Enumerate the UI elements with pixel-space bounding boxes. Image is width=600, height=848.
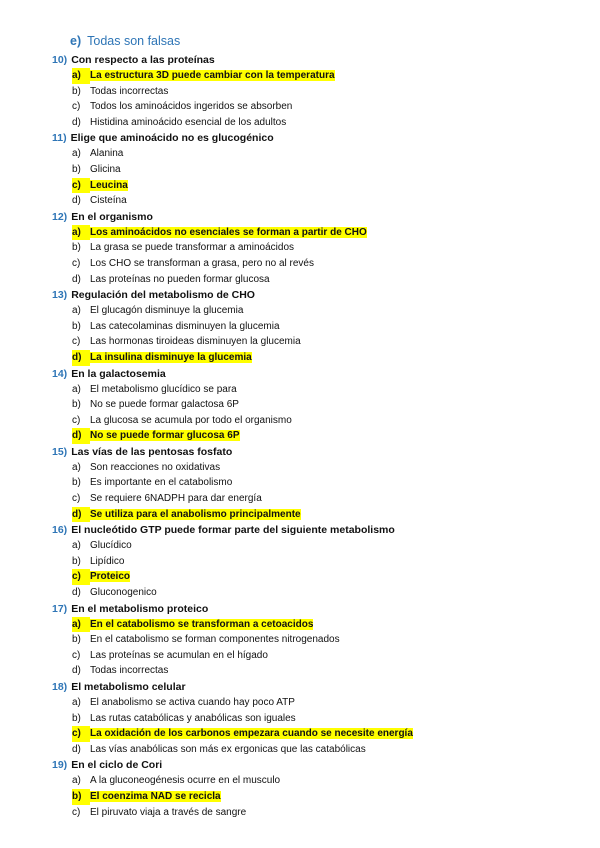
question-block [52,130,592,208]
question-number: 13) [52,289,68,302]
answer-option [52,805,592,821]
option-content [72,70,335,81]
question-block [52,287,592,365]
answer-option [52,585,592,601]
option-letter: b) [72,712,81,724]
answer-option-highlighted [52,428,592,444]
option-content [72,462,220,473]
option-text: Todos los aminoácidos ingeridos se absorben [90,101,293,113]
option-text: Leucina [90,179,128,191]
option-content [72,697,295,708]
option-letter: a) [72,775,81,787]
question-block [52,601,592,679]
option-letter: a) [72,617,90,633]
option-letter: a) [72,540,81,552]
answer-option-highlighted [52,789,592,805]
option-text: La oxidación de los carbonos empezara cuando se necesite energía [90,728,413,740]
option-text: Las proteínas se acumulan en el hígado [90,649,268,661]
option-text: En el catabolismo se forman componentes nitrogenados [90,634,340,646]
question-line [52,287,592,303]
option-content [72,117,286,128]
option-text: Proteico [90,571,131,583]
answer-option [52,475,592,491]
option-text: Las vías anabólicas son más ex ergonicas que las catabólicas [90,743,366,755]
answer-option [52,84,592,100]
answer-option-highlighted [52,569,592,585]
option-text: No se puede formar glucosa 6P [90,430,240,442]
option-content [72,399,239,410]
answer-option [52,146,592,162]
option-text: Alanina [90,148,124,160]
option-text: Los aminoácidos no esenciales se forman a partir de CHO [90,226,367,238]
option-text: A la gluconeogénesis ocurre en el musculo [90,775,281,787]
option-text: Las proteínas no pueden formar glucosa [90,273,270,285]
answer-option-highlighted [52,350,592,366]
answer-option [52,663,592,679]
option-content [72,148,123,159]
answer-option [52,193,592,209]
option-content [72,587,157,598]
option-letter: a) [72,697,81,708]
option-content [72,477,232,488]
answer-option [52,773,592,789]
option-letter: c) [72,414,81,426]
option-content [72,101,292,112]
answer-option [52,491,592,507]
answer-option [52,632,592,648]
option-content [72,713,296,724]
option-letter: a) [72,305,81,317]
question-number: 12) [52,210,68,223]
answer-option-highlighted [52,178,592,194]
option-text: Todas incorrectas [90,665,169,677]
option-text: Se utiliza para el anabolismo principalmente [90,508,301,520]
option-content [72,352,252,363]
option-text: La glucosa se acumula por todo el organismo [90,414,292,426]
option-letter: e) [70,34,82,48]
option-letter: b) [72,242,81,254]
question-number: 18) [52,681,68,693]
option-letter: b) [72,789,90,805]
question-line [52,444,592,460]
answer-option [52,303,592,319]
question-number: 11) [52,132,67,145]
question-block [52,757,592,820]
option-text: Histidina aminoácido esencial de los adultos [90,116,287,128]
answer-option [52,397,592,413]
option-letter: b) [72,477,81,489]
option-letter: d) [72,587,81,599]
question-line [52,601,592,617]
option-content [72,227,367,238]
question-number: 19) [52,759,68,772]
option-text: La estructura 3D puede cambiar con la temperatura [90,70,335,81]
question-text: En el ciclo de Cori [71,759,163,772]
option-letter: d) [72,665,81,677]
option-text: Las rutas catabólicas y anabólicas son iguales [90,712,296,724]
question-line [52,679,592,695]
option-content [72,164,121,175]
answer-option [52,413,592,429]
question-block [52,366,592,444]
option-text: Se requiere 6NADPH para dar energía [90,493,262,505]
option-content [72,321,280,332]
answer-option-highlighted [52,507,592,523]
option-letter: a) [72,148,81,160]
question-line [52,130,592,146]
answer-option [52,256,592,272]
answer-option-highlighted [52,68,592,84]
question-number: 10) [52,54,68,66]
question-text: Con respecto a las proteínas [71,54,215,66]
question-line [52,366,592,382]
option-letter: b) [72,399,81,411]
option-text: El anabolismo se activa cuando hay poco ATP [90,697,295,708]
option-content [72,305,243,316]
answer-option [52,711,592,727]
answer-option-highlighted [52,225,592,241]
option-letter: a) [72,383,81,395]
option-letter: a) [72,461,81,473]
answer-option [52,382,592,398]
question-number: 14) [52,367,68,380]
option-text: Glucídico [90,540,132,552]
option-text: Es importante en el catabolismo [90,477,233,489]
option-text: No se puede formar galactosa 6P [90,399,239,411]
option-letter: c) [72,726,90,742]
answer-option [52,648,592,664]
option-letter: d) [72,350,90,366]
question-text: En la galactosemia [71,367,166,380]
option-content [72,665,168,676]
option-content [72,650,268,661]
option-text: Lipídico [90,555,125,567]
answer-option [52,319,592,335]
question-text: En el metabolismo proteico [71,602,209,615]
previous-answer-option [70,34,180,48]
option-letter: c) [72,336,81,348]
option-letter: c) [72,649,81,661]
answer-option [52,742,592,758]
option-letter: a) [72,225,90,241]
option-content [72,258,314,269]
option-letter: c) [72,178,90,194]
question-block [52,522,592,600]
option-letter: b) [72,634,81,646]
option-content [72,571,130,582]
option-letter: c) [72,806,81,818]
option-text: El coenzima NAD se recicla [90,790,221,802]
option-text: Cisteína [90,195,127,207]
option-content [72,556,124,567]
question-number: 15) [52,445,68,458]
option-letter: a) [72,68,90,84]
question-text: En el organismo [71,210,153,223]
option-content [72,274,270,285]
option-content [72,807,246,818]
option-content [72,619,313,630]
answer-option [52,334,592,350]
option-letter: d) [72,273,81,285]
answer-option [52,162,592,178]
answer-option [52,538,592,554]
option-text: Los CHO se transforman a grasa, pero no al revés [90,257,314,269]
question-block [52,679,592,757]
option-letter: c) [72,569,90,585]
option-text: Las hormonas tiroideas disminuyen la glucemia [90,336,301,348]
option-letter: b) [72,163,81,175]
question-line [52,757,592,773]
question-number: 16) [52,524,68,537]
question-text: Elige que aminoácido no es glucogénico [70,132,274,145]
option-letter: d) [72,428,90,444]
option-content [72,180,128,191]
answer-option [52,554,592,570]
question-list [52,52,592,820]
option-letter: d) [72,743,81,755]
option-letter: b) [72,555,81,567]
question-line [52,522,592,538]
option-content [72,493,262,504]
option-text: Son reacciones no oxidativas [90,461,221,473]
option-text: La insulina disminuye la glucemia [90,351,252,363]
question-text: El nucleótido GTP puede formar parte del siguiente metabolismo [71,524,395,537]
answer-option [52,272,592,288]
option-letter: c) [72,257,81,269]
question-number: 17) [52,602,68,615]
option-content [72,384,237,395]
option-letter: d) [72,116,81,128]
option-text: Las catecolaminas disminuyen la glucemia [90,320,280,332]
option-text: El piruvato viaja a través de sangre [90,806,247,818]
question-line [52,209,592,225]
option-content [72,415,292,426]
option-letter: c) [72,101,81,113]
question-text: Las vías de las pentosas fosfato [71,445,233,458]
option-text: Gluconogenico [90,587,157,599]
option-content [72,86,168,97]
option-text: Todas son falsas [87,34,181,48]
option-letter: c) [72,493,81,505]
option-content [72,728,413,739]
question-block [52,52,592,130]
option-text: El metabolismo glucídico se para [90,383,237,395]
answer-option [52,695,592,711]
option-content [72,540,132,551]
answer-option [52,460,592,476]
question-block [52,209,592,287]
answer-option [52,115,592,131]
option-content [72,195,127,206]
option-text: Glicina [90,163,121,175]
option-content [72,791,221,802]
option-text: La grasa se puede transformar a aminoácidos [90,242,295,254]
option-text: El glucagón disminuye la glucemia [90,305,244,317]
question-line [52,52,592,68]
option-content [72,430,240,441]
question-text: El metabolismo celular [71,681,186,693]
option-content [72,775,280,786]
answer-option-highlighted [52,617,592,633]
option-content [72,336,301,347]
option-letter: d) [72,195,81,207]
option-text: Todas incorrectas [90,85,169,97]
answer-option-highlighted [52,726,592,742]
question-text: Regulación del metabolismo de CHO [71,289,255,302]
answer-option [52,240,592,256]
option-content [72,744,366,755]
option-content [72,509,301,520]
option-text: En el catabolismo se transforman a cetoacidos [90,618,314,630]
option-letter: b) [72,320,81,332]
option-letter: d) [72,507,90,523]
option-letter: b) [72,85,81,97]
option-content [72,634,340,645]
option-content [72,242,294,253]
answer-option [52,99,592,115]
question-block [52,444,592,522]
